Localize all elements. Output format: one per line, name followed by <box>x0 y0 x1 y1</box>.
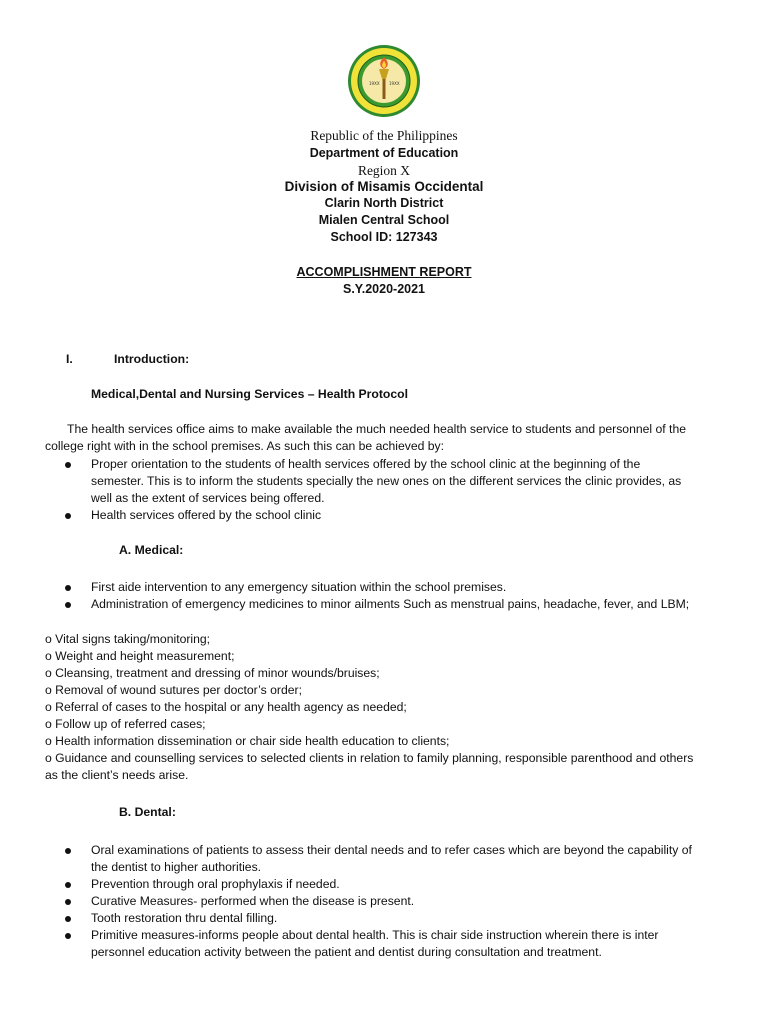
header-republic: Republic of the Philippines <box>310 128 458 143</box>
report-title: ACCOMPLISHMENT REPORT <box>296 265 472 279</box>
bullet-icon <box>65 899 71 905</box>
dental-bullet-1-line-1: Oral examinations of patients to assess their dental needs and to refer cases which are beyond the capability of <box>91 843 692 857</box>
logo-year-right: 19XX <box>389 81 400 86</box>
medical-bullet-2: Administration of emergency medicines to minor ailments Such as menstrual pains, headache, fever, and LBM; <box>91 597 690 611</box>
medical-item-8-cont: as the client’s needs arise. <box>45 768 189 782</box>
school-logo <box>346 43 422 119</box>
bullet-icon <box>65 882 71 888</box>
medical-item-5: o Referral of cases to the hospital or any health agency as needed; <box>45 700 407 714</box>
section-subheading: Medical,Dental and Nursing Services – Health Protocol <box>91 387 408 401</box>
intro-bullet-1-line-2: semester. This is to inform the students specially the new ones on the different services the clinic provides, as <box>91 474 682 488</box>
section-heading: Introduction: <box>114 352 190 366</box>
intro-bullet-2: Health services offered by the school clinic <box>91 508 322 522</box>
school-seal-icon <box>346 43 422 119</box>
header-region: Region X <box>357 163 411 178</box>
medical-heading: A. Medical: <box>119 543 184 557</box>
intro-line-2: college right with in the school premises. As such this can be achieved by: <box>45 439 445 453</box>
header-district: Clarin North District <box>324 196 444 210</box>
dental-bullet-4: Tooth restoration thru dental filling. <box>91 911 278 925</box>
medical-item-2: o Weight and height measurement; <box>45 649 235 663</box>
intro-line-1: The health services office aims to make available the much needed health service to students and personnel of the <box>67 422 686 436</box>
medical-item-7: o Health information dissemination or chair side health education to clients; <box>45 734 450 748</box>
school-year: S.Y.2020-2021 <box>342 282 425 296</box>
dental-heading: B. Dental: <box>119 805 176 819</box>
logo-year-left: 19XX <box>369 81 380 86</box>
intro-bullet-1-line-1: Proper orientation to the students of health services offered by the school clinic at the beginning of the <box>91 457 641 471</box>
dental-bullet-5-line-2: personnel education activity between the patient and dentist during consultation and treatment. <box>91 945 602 959</box>
medical-item-1: o Vital signs taking/monitoring; <box>45 632 211 646</box>
bullet-icon <box>65 848 71 854</box>
bullet-icon <box>65 462 71 468</box>
dental-bullet-3: Curative Measures- performed when the disease is present. <box>91 894 415 908</box>
dental-bullet-1-line-2: the dentist to higher authorities. <box>91 860 262 874</box>
header-department: Department of Education <box>309 146 459 160</box>
intro-bullet-1-line-3: well as the extent of services being offered. <box>91 491 325 505</box>
medical-item-8: o Guidance and counselling services to selected clients in relation to family planning, responsible parenthood and others <box>45 751 694 765</box>
medical-item-4: o Removal of wound sutures per doctor’s order; <box>45 683 302 697</box>
bullet-icon <box>65 916 71 922</box>
medical-item-6: o Follow up of referred cases; <box>45 717 206 731</box>
bullet-icon <box>65 602 71 608</box>
dental-bullet-2: Prevention through oral prophylaxis if needed. <box>91 877 340 891</box>
bullet-icon <box>65 933 71 939</box>
medical-item-3: o Cleansing, treatment and dressing of minor wounds/bruises; <box>45 666 380 680</box>
header-school-name: Mialen Central School <box>318 213 450 227</box>
header-school-id: School ID: 127343 <box>330 230 438 244</box>
dental-bullet-5-line-1: Primitive measures-informs people about dental health. This is chair side instruction wherein there is inter <box>91 928 659 942</box>
bullet-icon <box>65 585 71 591</box>
section-numeral: I. <box>66 352 73 366</box>
header-division: Division of Misamis Occidental <box>284 179 484 194</box>
bullet-icon <box>65 513 71 519</box>
medical-bullet-1: First aide intervention to any emergency situation within the school premises. <box>91 580 507 594</box>
